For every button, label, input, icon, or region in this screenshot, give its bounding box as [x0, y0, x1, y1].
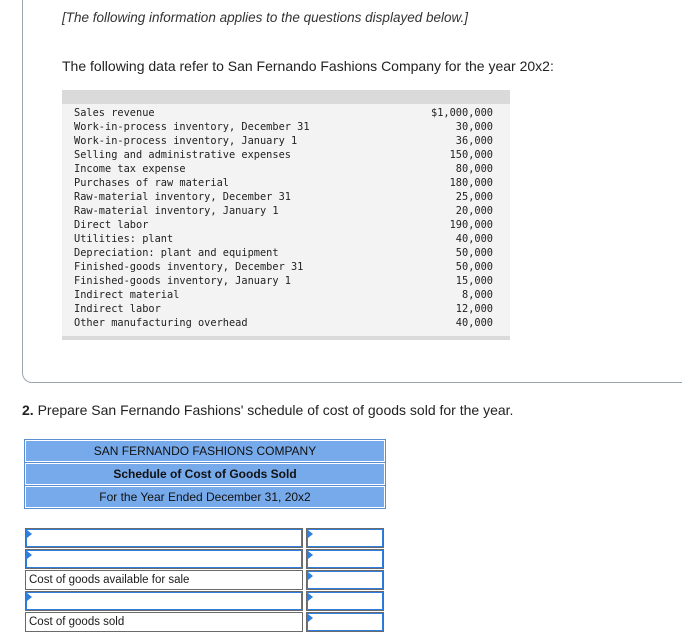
- data-row-label: Indirect material: [74, 289, 180, 301]
- cogs-schedule: [25, 440, 385, 633]
- dropdown-marker-icon: [27, 530, 32, 538]
- data-row-label: Selling and administrative expenses: [74, 149, 291, 161]
- data-row-value: 40,000: [455, 317, 493, 329]
- data-row-value: 190,000: [449, 219, 493, 231]
- data-row-label: Depreciation: plant and equipment: [74, 247, 279, 259]
- schedule-row: [25, 528, 385, 548]
- lead-text: The following data refer to San Fernando Fashions Company for the year 20x2:: [62, 58, 554, 74]
- data-row-label: Raw-material inventory, January 1: [74, 205, 279, 217]
- schedule-row: [25, 612, 385, 632]
- data-row-value: 180,000: [449, 177, 493, 189]
- data-row-label: Finished-goods inventory, December 31: [74, 261, 304, 273]
- data-row-value: 8,000: [462, 289, 493, 301]
- data-row: [62, 190, 510, 204]
- data-row: [62, 246, 510, 260]
- data-row-label: Other manufacturing overhead: [74, 317, 248, 329]
- data-row-value: 50,000: [455, 261, 493, 273]
- data-row: [62, 316, 510, 330]
- schedule-label-cost-available: Cost of goods available for sale: [25, 570, 303, 590]
- data-row-label: Utilities: plant: [74, 233, 174, 245]
- schedule-row: [25, 591, 385, 611]
- data-row: [62, 232, 510, 246]
- schedule-row: [25, 570, 385, 590]
- schedule-amount-input[interactable]: [306, 591, 384, 611]
- data-row: [62, 260, 510, 274]
- schedule-label-input[interactable]: [25, 528, 303, 548]
- dropdown-marker-icon: [308, 572, 313, 580]
- data-row-value: 25,000: [455, 191, 493, 203]
- data-row: [62, 162, 510, 176]
- data-row: [62, 218, 510, 232]
- data-row: [62, 176, 510, 190]
- schedule-amount-input[interactable]: [306, 549, 384, 569]
- data-row-value: 20,000: [455, 205, 493, 217]
- dropdown-marker-icon: [308, 551, 313, 559]
- schedule-title: Schedule of Cost of Goods Sold: [25, 463, 385, 485]
- data-table: [62, 90, 510, 340]
- schedule-amount-input[interactable]: [306, 612, 384, 632]
- data-row: [62, 288, 510, 302]
- intro-note: [The following information applies to the questions displayed below.]: [62, 10, 468, 25]
- data-row-label: Finished-goods inventory, January 1: [74, 275, 291, 287]
- data-row-label: Income tax expense: [74, 163, 186, 175]
- schedule-label-input[interactable]: [25, 591, 303, 611]
- schedule-label-input[interactable]: [25, 549, 303, 569]
- data-row-value: 15,000: [455, 275, 493, 287]
- dropdown-marker-icon: [27, 593, 32, 601]
- data-row-value: 150,000: [449, 149, 493, 161]
- schedule-amount-input[interactable]: [306, 528, 384, 548]
- schedule-label-cogs: Cost of goods sold: [25, 612, 303, 632]
- data-row-label: Indirect labor: [74, 303, 161, 315]
- schedule-row: [25, 549, 385, 569]
- data-row: [62, 106, 510, 120]
- data-row-value: 12,000: [455, 303, 493, 315]
- data-row-label: Work-in-process inventory, December 31: [74, 121, 310, 133]
- data-row: [62, 134, 510, 148]
- data-row: [62, 274, 510, 288]
- data-row-value: 50,000: [455, 247, 493, 259]
- question-text: [22, 402, 513, 418]
- dropdown-marker-icon: [308, 614, 313, 622]
- data-row: [62, 302, 510, 316]
- data-row-value: 80,000: [455, 163, 493, 175]
- question-number: 2.: [22, 402, 34, 418]
- data-row: [62, 204, 510, 218]
- data-row-label: Direct labor: [74, 219, 149, 231]
- data-row-value: 36,000: [455, 135, 493, 147]
- dropdown-marker-icon: [27, 551, 32, 559]
- question-body: Prepare San Fernando Fashions' schedule of cost of goods sold for the year.: [33, 402, 514, 418]
- data-row-label: Sales revenue: [74, 107, 155, 119]
- data-row-value: $1,000,000: [431, 107, 493, 119]
- data-row-label: Work-in-process inventory, January 1: [74, 135, 298, 147]
- data-row-value: 30,000: [455, 121, 493, 133]
- schedule-period: For the Year Ended December 31, 20x2: [25, 486, 385, 508]
- dropdown-marker-icon: [308, 530, 313, 538]
- dropdown-marker-icon: [308, 593, 313, 601]
- schedule-company: SAN FERNANDO FASHIONS COMPANY: [25, 440, 385, 462]
- data-row: [62, 148, 510, 162]
- data-row-label: Raw-material inventory, December 31: [74, 191, 291, 203]
- schedule-amount-input[interactable]: [306, 570, 384, 590]
- data-row-label: Purchases of raw material: [74, 177, 229, 189]
- data-row: [62, 120, 510, 134]
- data-row-value: 40,000: [455, 233, 493, 245]
